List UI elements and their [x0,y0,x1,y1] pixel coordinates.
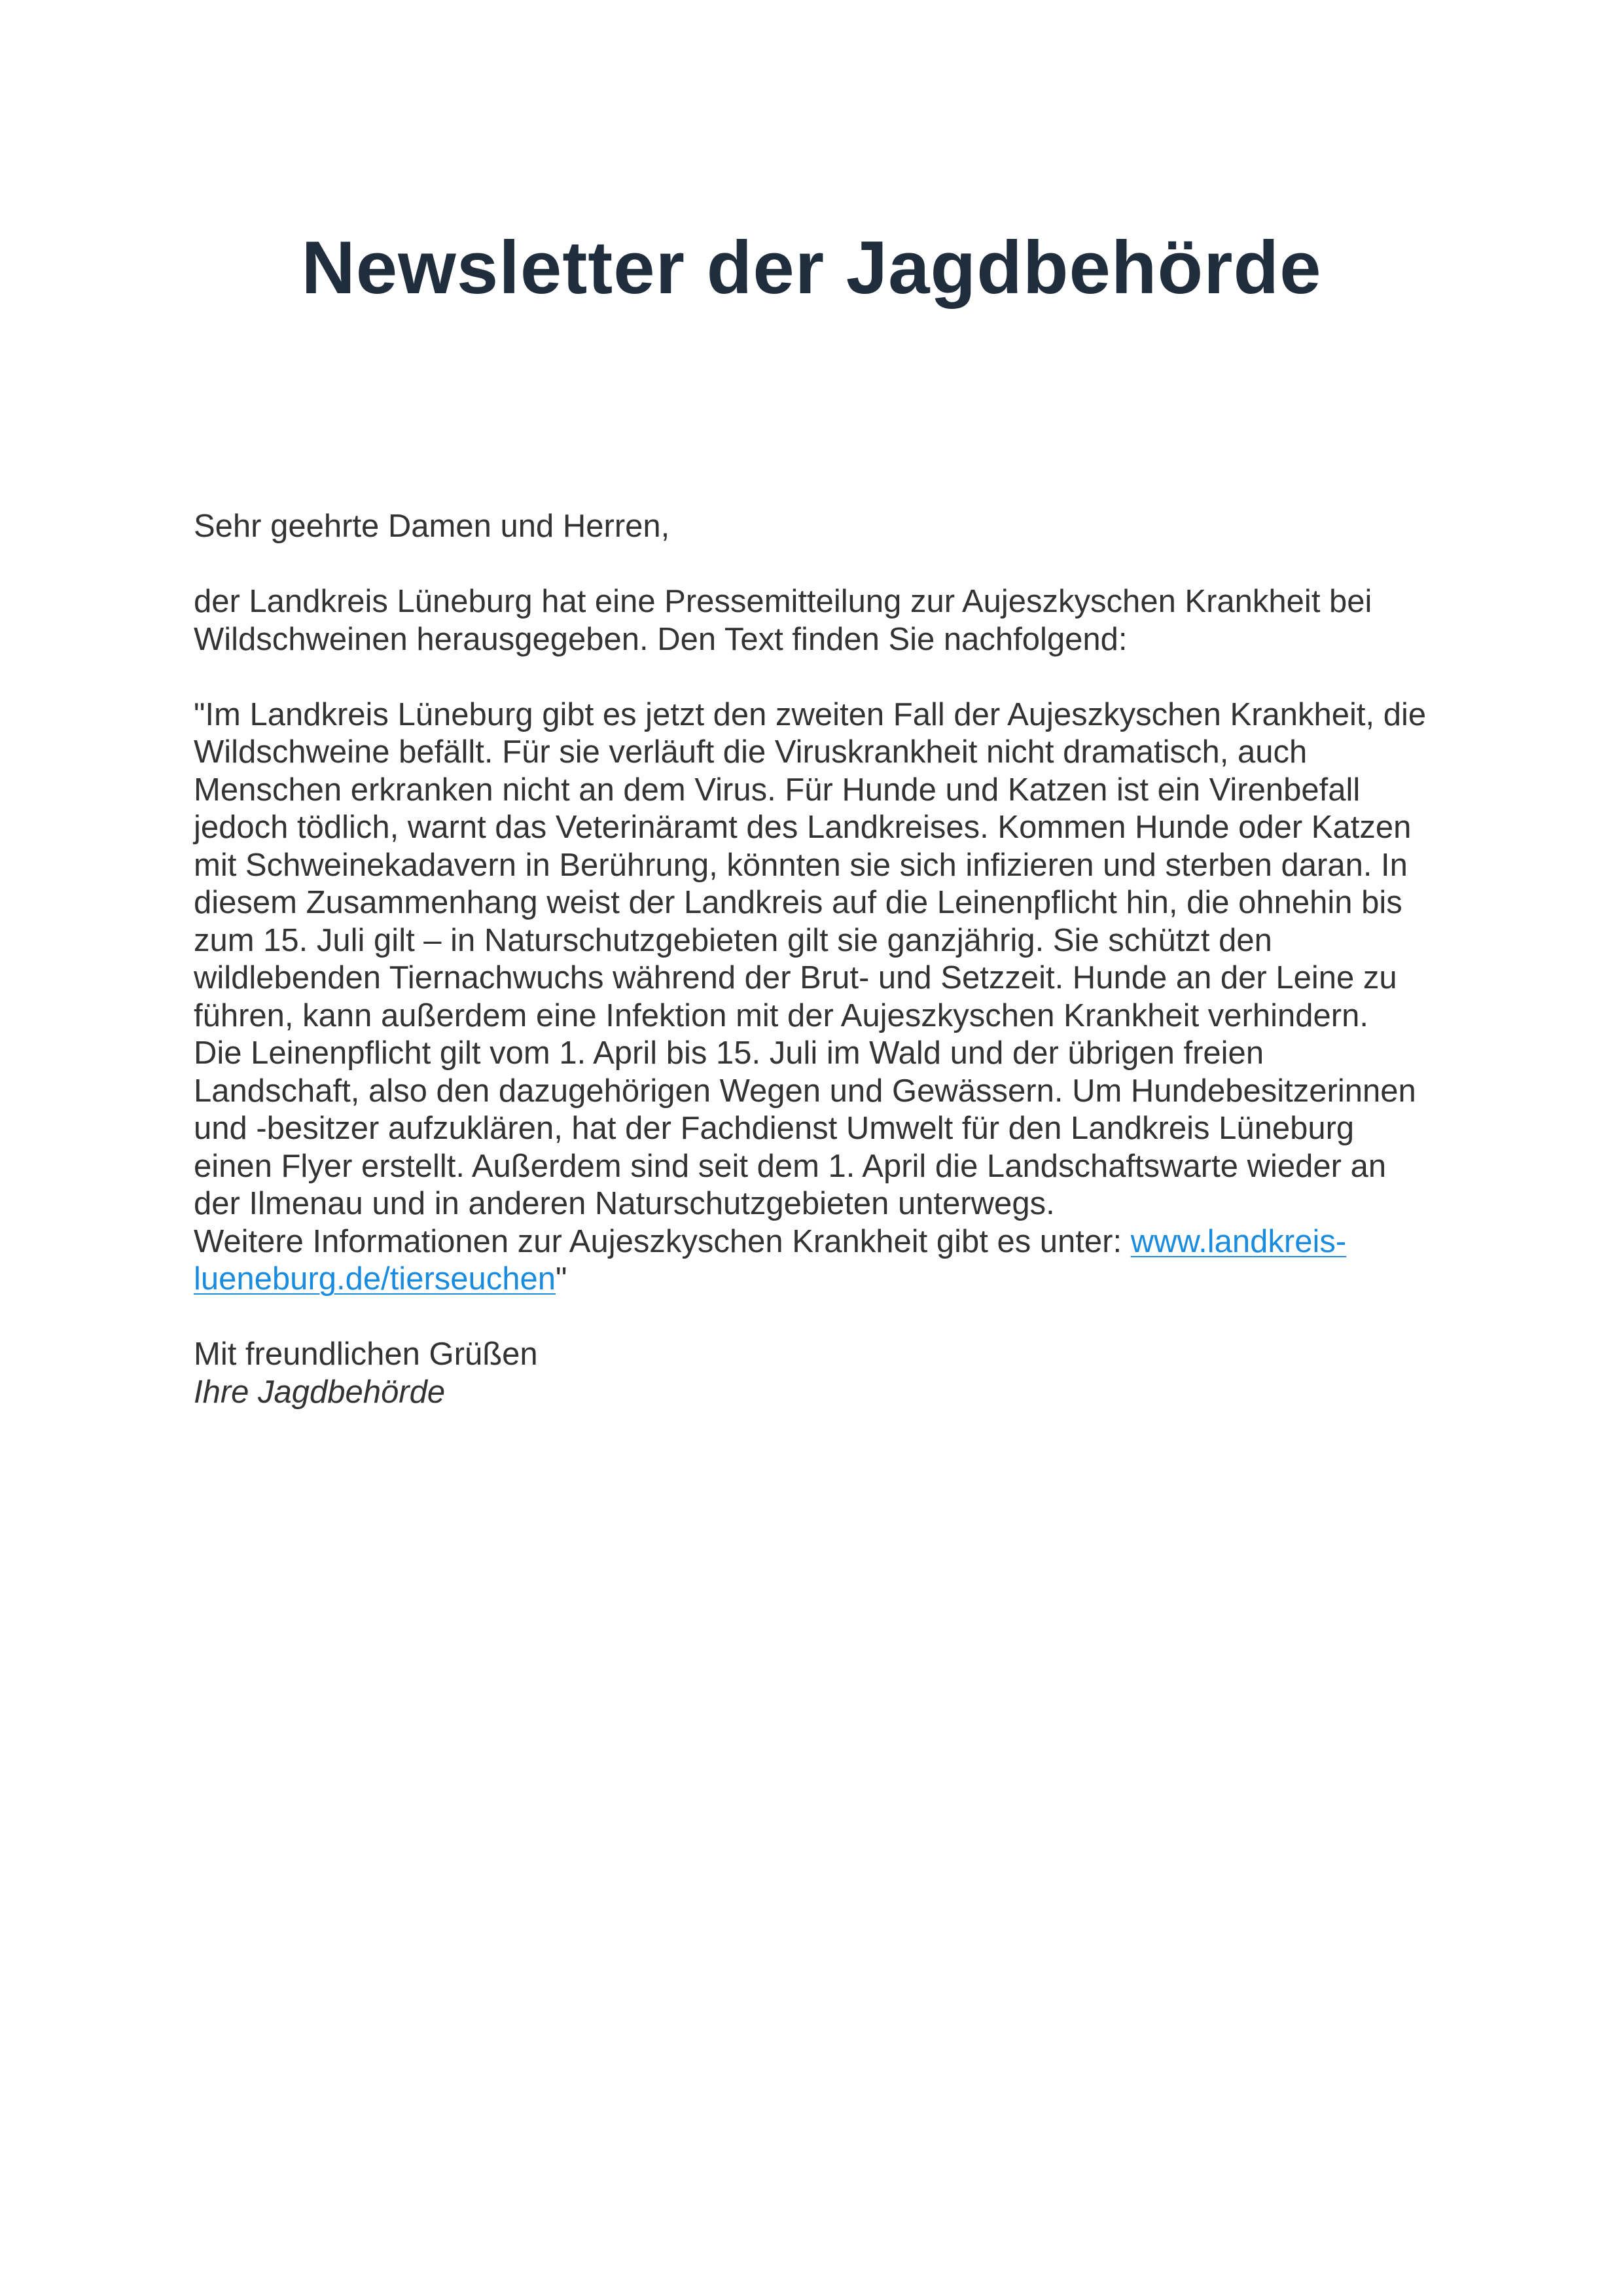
info-suffix: " [556,1261,567,1297]
paragraph-gap [194,1299,1437,1336]
info-prefix: Weitere Informationen zur Aujeszkyschen Krankheit gibt es unter: [194,1223,1131,1259]
press-release-paragraph-1: "Im Landkreis Lüneburg gibt es jetzt den zweiten Fall der Aujeszkyschen Krankheit, die Wildschweine befällt. Für sie verläuft die Viruskrankheit nicht dramatisch, auch Menschen erkranken nicht an dem Virus. Für Hunde und Katzen ist ein Virenbefall jedoch tödlich, warnt das Veterinäramt des Landkreises. Kommen Hunde oder Katzen mit Schweinekadavern in Berührung, könnten sie sich infizieren und sterben daran. In diesem Zusammenhang weist der Landkreis auf die Leinenpflicht hin, die ohnehin bis zum 15. Juli gilt – in Naturschutzgebieten gilt sie ganzjährig. Sie schützt den wildlebenden Tiernachwuchs während der Brut- und Setzzeit. Hunde an der Leine zu führen, kann außerdem eine Infektion mit der Aujeszkyschen Krankheit verhindern. [194,696,1427,1033]
signature: Ihre Jagdbehörde [194,1374,446,1410]
letter-body [194,508,1437,1411]
press-release-paragraph-2: Die Leinenpflicht gilt vom 1. April bis 15. Juli im Wald und der übrigen freien Landschaft, also den dazugehörigen Wegen und Gewässern. Um Hundebesitzerinnen und -besitzer aufzuklären, hat der Fachdienst Umwelt für den Landkreis Lüneburg einen Flyer erstellt. Außerdem sind seit dem 1. April die Landschaftswarte wieder an der Ilmenau und in anderen Naturschutzgebieten unterwegs. [194,1035,1416,1221]
closing: Mit freundlichen Grüßen [194,1336,538,1372]
paragraph-gap [194,546,1437,584]
intro-paragraph: der Landkreis Lüneburg hat eine Pressemitteilung zur Aujeszkyschen Krankheit bei Wildschweinen herausgegeben. Den Text finden Sie nachfolgend: [194,584,1372,657]
page-title: Newsletter der Jagdbehörde [301,226,1322,310]
salutation: Sehr geehrte Damen und Herren, [194,509,670,544]
tierseuchen-link[interactable]: www.landkreis-lueneburg.de/tierseuchen [194,1223,1347,1297]
info-paragraph [194,1223,1437,1299]
paragraph-gap [194,658,1437,696]
